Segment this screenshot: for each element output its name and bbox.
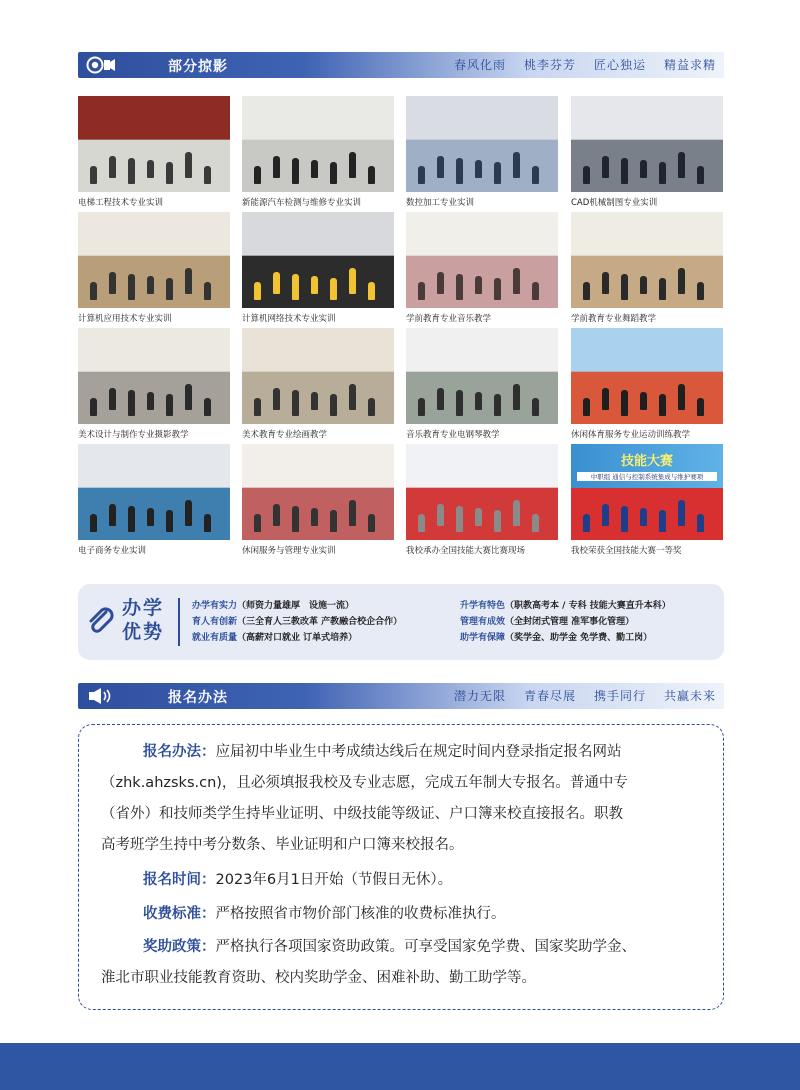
photo-figure (368, 514, 375, 532)
photo-image (406, 444, 558, 540)
photo-image (78, 212, 230, 308)
photo-card (242, 96, 394, 208)
photo-figure (494, 162, 501, 184)
advantage-item (192, 598, 402, 614)
photo-card (242, 444, 394, 556)
photo-figure (128, 274, 135, 300)
photo-figure (185, 500, 192, 526)
aid-policy-line: 淮北市职业技能教育资助、校内奖助学金、困难补助、勤工助学等。 (101, 970, 536, 986)
photo-figure (330, 278, 337, 300)
photo-card (571, 444, 723, 556)
photo-figure (418, 166, 425, 184)
photo-figure (437, 156, 444, 178)
photo-caption: CAD机械制图专业实训 (571, 198, 658, 208)
photo-card (78, 444, 230, 556)
photo-figure (678, 268, 685, 294)
photo-figure (90, 282, 97, 300)
photo-figure (311, 160, 318, 178)
section-title: 报名办法 (168, 690, 228, 706)
photo-image (78, 444, 230, 540)
photo-figure (273, 388, 280, 410)
photo-figure (254, 514, 261, 532)
time-text: 2023年6月1日开始（节假日无休）。 (215, 872, 453, 888)
photo-figure (166, 394, 173, 416)
slogan: 精益求精 (663, 58, 716, 72)
photo-image (571, 444, 723, 540)
registration-method (101, 737, 703, 768)
photo-figure (292, 506, 299, 532)
advantage-item (192, 630, 402, 646)
photo-card (406, 328, 558, 440)
photo-figure (368, 398, 375, 416)
advantage-value: （高薪对口就业 订单式培养） (237, 633, 358, 643)
fee-text: 严格按照省市物价部门核准的收费标准执行。 (215, 906, 506, 922)
photo-figure (418, 514, 425, 532)
photo-caption: 休闲体育服务专业运动训练教学 (571, 430, 691, 440)
photo-figure (532, 166, 539, 184)
advantages-heading (122, 596, 164, 644)
photo-figure (147, 276, 154, 294)
photo-card (406, 444, 558, 556)
slogan: 春风化雨 (453, 58, 506, 72)
photo-image (406, 96, 558, 192)
photo-figure (640, 276, 647, 294)
photo-figure (475, 508, 482, 526)
advantage-key: 办学有实力 (192, 601, 238, 611)
photo-figure (583, 398, 590, 416)
advantages-right-column (460, 598, 671, 646)
photo-figure (147, 160, 154, 178)
photo-card (406, 96, 558, 208)
photo-image (406, 328, 558, 424)
photo-figure (204, 398, 211, 416)
photo-figure (456, 506, 463, 532)
photo-figure (659, 510, 666, 532)
advantage-value: （师资力量雄厚 设施一流） (237, 601, 355, 611)
registration-method-line: （zhk.ahzsks.cn)，且必须填报我校及专业志愿，完成五年制大专报名。普通中专 (101, 775, 628, 791)
advantage-key: 就业有质量 (192, 633, 238, 643)
photo-figure (640, 392, 647, 410)
photo-card (571, 328, 723, 440)
photo-figure (368, 166, 375, 184)
photo-figure (678, 152, 685, 178)
photo-figure (513, 152, 520, 178)
slogan-list (454, 56, 716, 73)
advantage-key: 升学有特色 (460, 601, 506, 611)
slogan: 共赢未来 (663, 689, 716, 703)
photo-figure (109, 388, 116, 410)
photo-figure (90, 166, 97, 184)
photo-figure (678, 384, 685, 410)
photo-figure (273, 504, 280, 526)
photo-figure (185, 152, 192, 178)
photo-figure (349, 268, 356, 294)
photo-figure (475, 160, 482, 178)
photo-figure (437, 272, 444, 294)
photo-figure (292, 158, 299, 184)
slogan: 匠心独运 (593, 58, 646, 72)
photo-figure (166, 278, 173, 300)
photo-figure (349, 152, 356, 178)
photo-figure (494, 278, 501, 300)
advantage-value: （职教高考本 / 专科 技能大赛直升本科） (505, 601, 671, 611)
photo-figure (330, 510, 337, 532)
photo-figure (602, 272, 609, 294)
footer-band (0, 1043, 800, 1090)
photo-figure (204, 282, 211, 300)
photo-figure (311, 508, 318, 526)
photo-figure (475, 392, 482, 410)
photo-figure (659, 162, 666, 184)
photo-caption: 学前教育专业音乐教学 (406, 314, 492, 324)
photo-figure (697, 514, 704, 532)
aid-policy (101, 932, 703, 963)
method-text: 应届初中毕业生中考成绩达线后在规定时间内登录指定报名网站 (215, 744, 622, 760)
photo-figure (621, 158, 628, 184)
photo-card (78, 212, 230, 324)
photo-figure (532, 398, 539, 416)
slogan-list (454, 687, 716, 704)
photo-figure (330, 394, 337, 416)
photo-figure (640, 508, 647, 526)
photo-figure (349, 500, 356, 526)
photo-image (406, 212, 558, 308)
advantage-value: （奖学金、助学金 免学费、勤工岗） (505, 633, 653, 643)
photo-caption: 计算机应用技术专业实训 (78, 314, 172, 324)
photo-figure (621, 390, 628, 416)
photo-card (78, 328, 230, 440)
photo-figure (109, 156, 116, 178)
photo-figure (311, 392, 318, 410)
speaker-icon (86, 687, 116, 705)
photo-figure (494, 510, 501, 532)
photo-caption: 电梯工程技术专业实训 (78, 198, 164, 208)
photo-caption: 学前教育专业舞蹈教学 (571, 314, 657, 324)
photo-figure (254, 398, 261, 416)
photo-figure (185, 384, 192, 410)
section-title: 部分掠影 (168, 59, 228, 75)
fee-label: 收费标准： (143, 906, 216, 922)
photo-figure (697, 166, 704, 184)
advantage-key: 管理有成效 (460, 617, 506, 627)
photo-card (571, 96, 723, 208)
registration-method-line: （省外）和技师类学生持毕业证明、中级技能等级证、户口簿来校直接报名。职教 (101, 806, 623, 822)
photo-figure (349, 384, 356, 410)
photo-caption: 我校荣获全国技能大赛一等奖 (571, 546, 682, 556)
photo-caption: 美术设计与制作专业摄影教学 (78, 430, 189, 440)
photo-figure (513, 384, 520, 410)
photo-figure (273, 156, 280, 178)
photo-card (571, 212, 723, 324)
photo-figure (697, 282, 704, 300)
photo-caption: 新能源汽车检测与维修专业实训 (242, 198, 362, 208)
fee-standard (101, 899, 703, 930)
photo-figure (532, 514, 539, 532)
photo-figure (128, 506, 135, 532)
advantages-left-column (192, 598, 402, 646)
photo-figure (621, 506, 628, 532)
photo-figure (418, 398, 425, 416)
slogan: 桃李芬芳 (523, 58, 576, 72)
photo-image (78, 96, 230, 192)
photo-caption: 音乐教育专业电钢琴教学 (406, 430, 500, 440)
award-banner (571, 444, 723, 488)
advantage-item (192, 614, 402, 630)
photo-image (242, 444, 394, 540)
paperclip-icon (86, 606, 116, 636)
advantage-item (460, 630, 671, 646)
heading-line: 优势 (122, 621, 165, 643)
photo-figure (659, 394, 666, 416)
slogan: 携手同行 (593, 689, 646, 703)
photo-figure (128, 158, 135, 184)
aid-text: 严格执行各项国家资助政策。可享受国家免学费、国家奖助学金、 (215, 939, 636, 955)
photo-figure (128, 390, 135, 416)
photo-image (242, 96, 394, 192)
photo-figure (254, 166, 261, 184)
photo-figure (437, 388, 444, 410)
photo-card (242, 328, 394, 440)
slogan: 青春尽展 (523, 689, 576, 703)
photo-figure (494, 394, 501, 416)
registration-time (101, 865, 703, 896)
photo-figure (330, 162, 337, 184)
photo-figure (659, 278, 666, 300)
photo-image (571, 96, 723, 192)
photo-figure (292, 274, 299, 300)
advantages-panel (78, 584, 724, 660)
photo-figure (532, 282, 539, 300)
photo-figure (583, 282, 590, 300)
heading-line: 办学 (122, 597, 165, 619)
photo-figure (697, 398, 704, 416)
photo-card (78, 96, 230, 208)
photo-image (571, 328, 723, 424)
photo-figure (437, 504, 444, 526)
photo-caption: 电子商务专业实训 (78, 546, 147, 556)
photo-image (78, 328, 230, 424)
photo-figure (204, 514, 211, 532)
photo-figure (147, 508, 154, 526)
photo-image (242, 212, 394, 308)
photo-figure (166, 162, 173, 184)
photo-figure (456, 158, 463, 184)
photo-figure (513, 268, 520, 294)
photo-figure (513, 500, 520, 526)
photo-figure (640, 160, 647, 178)
section-header-registration (78, 683, 724, 709)
time-label: 报名时间： (143, 872, 216, 888)
advantage-key: 育人有创新 (192, 617, 238, 627)
photo-figure (254, 282, 261, 300)
photo-figure (602, 504, 609, 526)
photo-figure (90, 398, 97, 416)
photo-caption: 美术教育专业绘画教学 (242, 430, 328, 440)
photo-image (571, 212, 723, 308)
advantage-value: （三全育人三教改革 产教融合校企合作） (237, 617, 403, 627)
photo-caption: 数控加工专业实训 (406, 198, 475, 208)
award-banner-title: 技能大赛 (620, 454, 673, 469)
photo-figure (368, 282, 375, 300)
advantage-item (460, 614, 671, 630)
advantage-item (460, 598, 671, 614)
slogan: 潜力无限 (453, 689, 506, 703)
photo-figure (166, 510, 173, 532)
photo-figure (678, 500, 685, 526)
photo-figure (418, 282, 425, 300)
divider (178, 598, 180, 646)
photo-figure (583, 166, 590, 184)
camera-icon (86, 56, 116, 74)
photo-figure (602, 156, 609, 178)
method-label: 报名办法： (143, 744, 216, 760)
photo-figure (109, 504, 116, 526)
photo-caption: 我校承办全国技能大赛比赛现场 (406, 546, 526, 556)
photo-caption: 计算机网络技术专业实训 (242, 314, 336, 324)
photo-figure (456, 390, 463, 416)
photo-card (242, 212, 394, 324)
photo-figure (204, 166, 211, 184)
photo-figure (456, 274, 463, 300)
photo-figure (109, 272, 116, 294)
photo-image (242, 328, 394, 424)
photo-card (406, 212, 558, 324)
photo-figure (185, 268, 192, 294)
registration-method-line: 高考班学生持中考分数条、毕业证明和户口簿来校报名。 (101, 837, 464, 853)
photo-figure (90, 514, 97, 532)
photo-figure (602, 388, 609, 410)
photo-figure (311, 276, 318, 294)
photo-caption: 休闲服务与管理专业实训 (242, 546, 336, 556)
aid-label: 奖助政策： (143, 939, 216, 955)
section-header-gallery (78, 52, 724, 78)
photo-figure (621, 274, 628, 300)
advantage-value: （全封闭式管理 准军事化管理） (505, 617, 635, 627)
advantage-key: 助学有保障 (460, 633, 506, 643)
photo-figure (292, 390, 299, 416)
award-banner-subtitle: 中职组 通信与控制系统集成与维护赛项 (577, 472, 717, 481)
photo-figure (273, 272, 280, 294)
registration-box (78, 724, 724, 1010)
photo-figure (475, 276, 482, 294)
photo-figure (147, 392, 154, 410)
photo-figure (583, 514, 590, 532)
